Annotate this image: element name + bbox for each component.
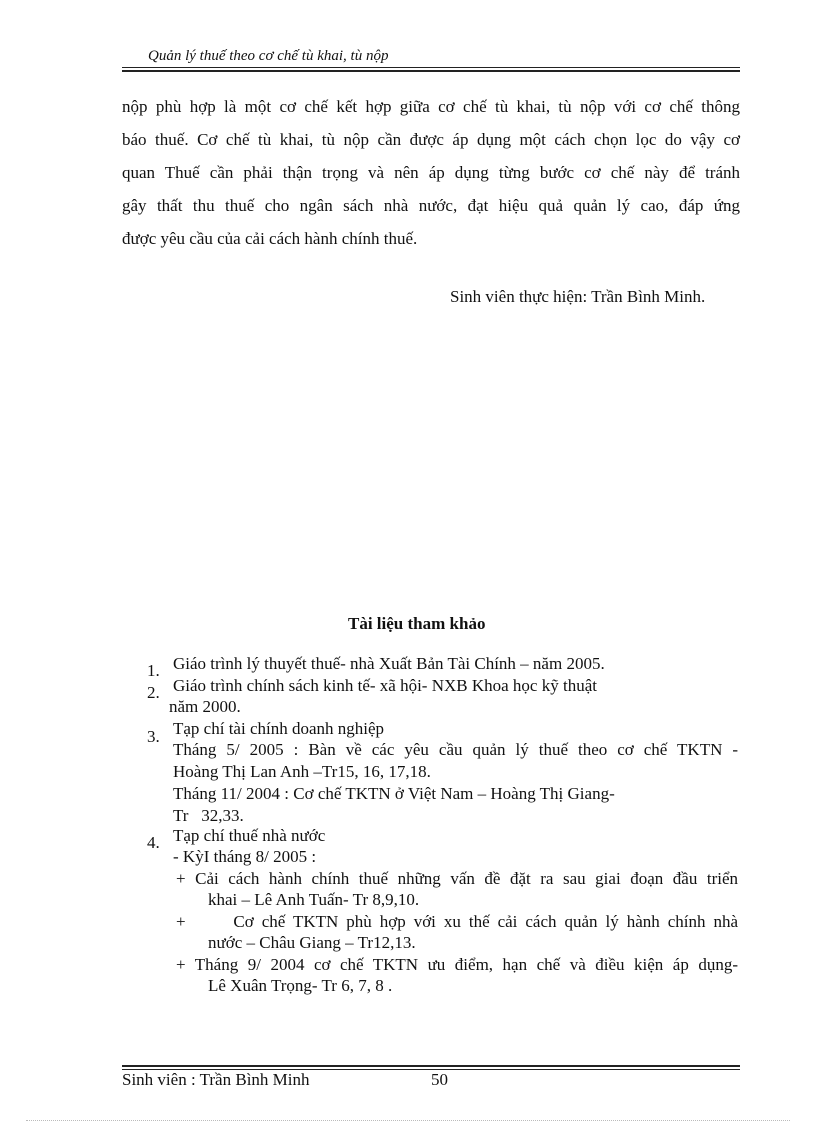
running-header-title: Quản lý thuế theo cơ chế tù khai, tù nộp [148,48,389,64]
footer-rule-top [122,1065,740,1067]
header-rule-top [122,67,740,68]
ref-line: - KỳI tháng 8/ 2005 : [173,847,317,866]
ref-number-2: 2. [147,683,160,702]
paragraph-line-2: báo thuế. Cơ chế tù khai, tù nộp cần được áp dụng một cách chọn lọc do vậy cơ [122,130,740,149]
ref-line: Tạp chí tài chính doanh nghiệp [173,719,385,738]
ref-line: Tr 32,33. [173,806,244,825]
ref-line: + Cải cách hành chính thuế những vấn đề đặt ra sau giai đoạn đầu triển [176,869,738,888]
ref-line: Tháng 11/ 2004 : Cơ chế TKTN ở Việt Nam – Hoàng Thị Giang- [173,784,615,803]
ref-number-1: 1. [147,661,160,680]
ref-line: Lê Xuân Trọng- Tr 6, 7, 8 . [208,976,393,995]
ref-line: năm 2000. [169,697,241,716]
footer-author: Sinh viên : Trần Bình Minh [122,1070,310,1089]
ref-line: Giáo trình chính sách kinh tế- xã hội- NXB Khoa học kỹ thuật [173,676,597,695]
ref-line: khai – Lê Anh Tuấn- Tr 8,9,10. [208,890,420,909]
header-rule-bottom [122,70,740,72]
paragraph-line-1: nộp phù hợp là một cơ chế kết hợp giữa cơ chế tù khai, tù nộp với cơ chế thông [122,97,740,116]
ref-line: Tạp chí thuế nhà nước [173,826,326,845]
ref-number-3: 3. [147,727,160,746]
ref-line: Hoàng Thị Lan Anh –Tr15, 16, 17,18. [173,762,431,781]
paragraph-line-3: quan Thuế cần phải thận trọng và nên áp dụng từng bước cơ chế này để tránh [122,163,740,182]
ref-line: Tháng 5/ 2005 : Bàn về các yêu cầu quản lý thuế theo cơ chế TKTN - [173,740,738,759]
signature-line: Sinh viên thực hiện: Trần Bình Minh. [450,287,706,306]
ref-line: nước – Châu Giang – Tr12,13. [208,933,416,952]
paragraph-line-5: được yêu cầu của cải cách hành chính thuế. [122,229,418,248]
ref-line: + Cơ chế TKTN phù hợp với xu thế cải cách quản lý hành chính nhà [176,912,738,931]
paragraph-line-4: gây thất thu thuế cho ngân sách nhà nước, đạt hiệu quả quản lý cao, đáp ứng [122,196,740,215]
ref-number-4: 4. [147,833,160,852]
references-heading: Tài liệu tham khảo [348,614,486,633]
page-bottom-divider [26,1120,790,1121]
ref-line: Giáo trình lý thuyết thuế- nhà Xuất Bản Tài Chính – năm 2005. [173,654,605,673]
page-number: 50 [431,1070,448,1089]
ref-line: + Tháng 9/ 2004 cơ chế TKTN ưu điểm, hạn chế và điều kiện áp dụng- [176,955,738,974]
